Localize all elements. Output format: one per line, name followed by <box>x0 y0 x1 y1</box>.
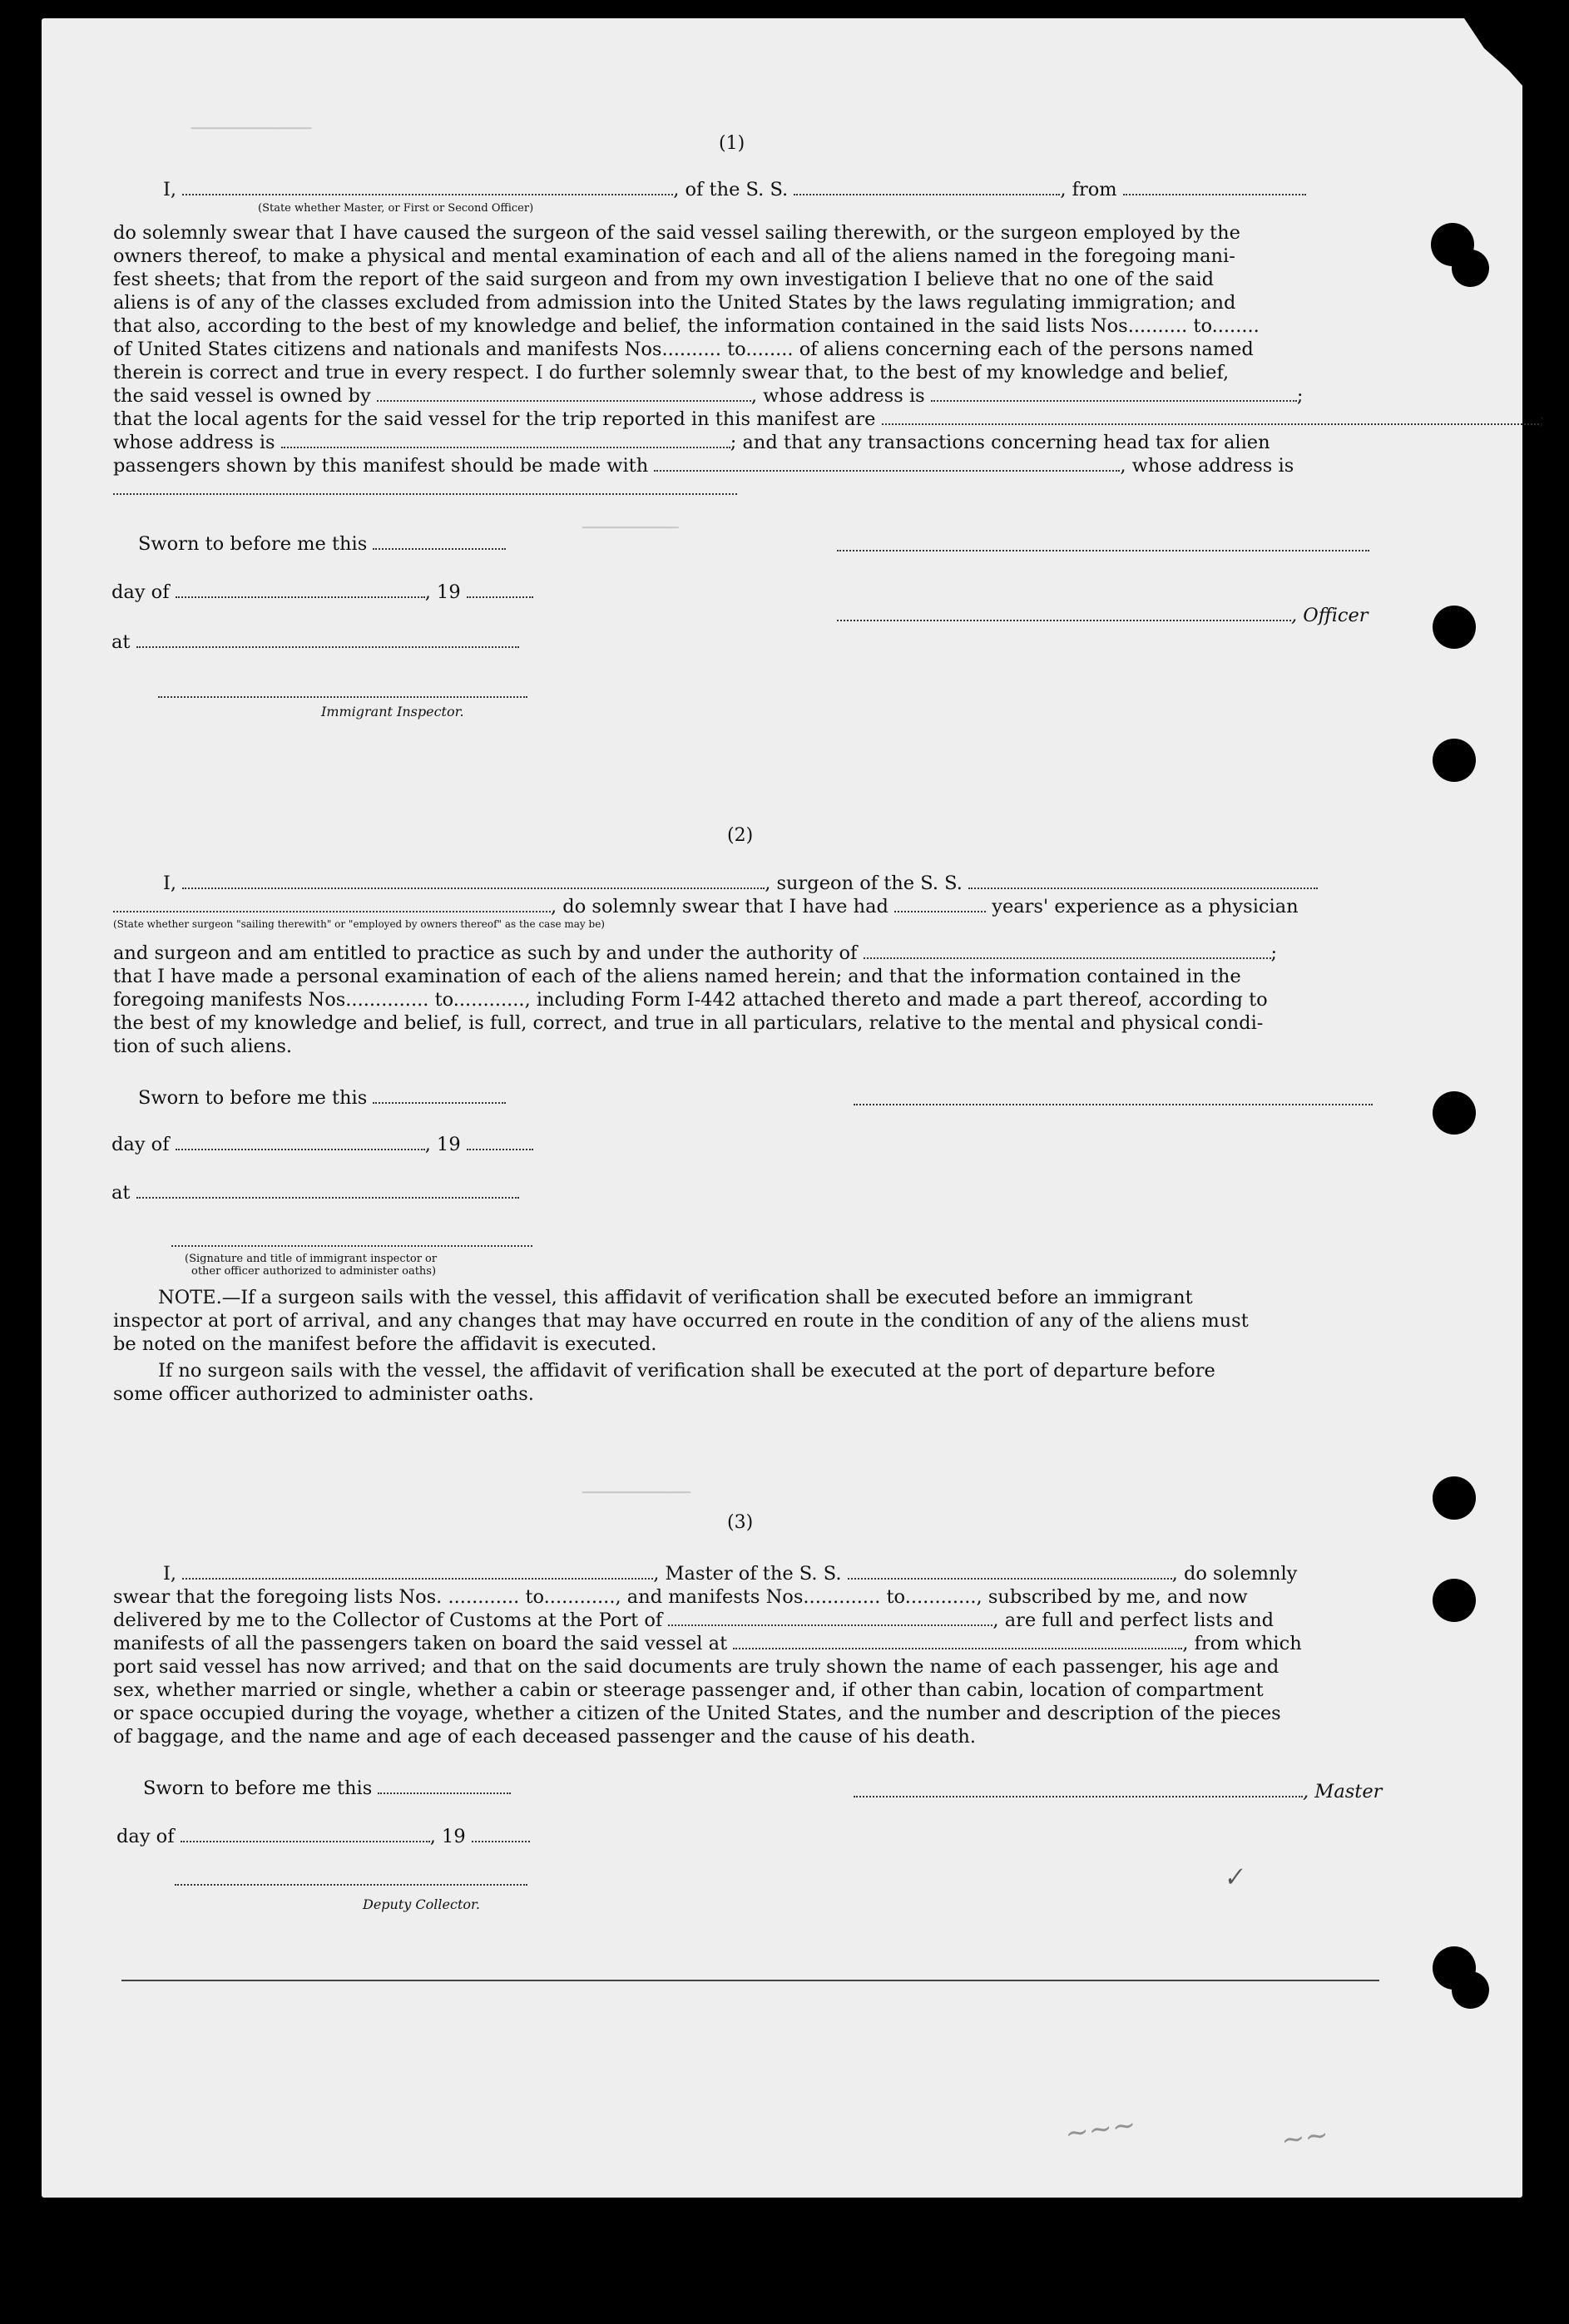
note-line-0: NOTE.—If a surgeon sails with the vessel, this affidavit of verification shall be executed before an immigrant <box>158 1287 1193 1308</box>
section-1-place-field[interactable] <box>136 631 519 648</box>
section-3-sworn: Sworn to before me this <box>143 1777 511 1801</box>
inspector-signature-field[interactable] <box>158 681 527 698</box>
owner-address-field[interactable] <box>931 385 1297 402</box>
binder-hole <box>1433 1476 1476 1520</box>
inspector-label: Immigrant Inspector. <box>321 704 464 719</box>
section-3-body-4: sex, whether married or single, whether a cabin or steerage passenger and, if other than cabin, location of compartment <box>113 1679 1264 1701</box>
section-2-month-field[interactable] <box>176 1134 425 1150</box>
section-3-master-line: , Master <box>854 1780 1382 1804</box>
section-3-collector-line <box>175 1868 527 1892</box>
bleed-through-text: ───────── <box>582 1481 691 1504</box>
section-1-body-1: owners thereof, to make a physical and mental examination of each and all of the aliens named in the foregoing mani- <box>113 245 1235 267</box>
section-3-body-3: port said vessel has now arrived; and that on the said documents are truly shown the name of each passenger, his age and <box>113 1656 1279 1678</box>
section-1-officer-line: , Officer <box>837 604 1369 628</box>
embarkation-port-field[interactable] <box>733 1633 1182 1649</box>
section-1-body-2: fest sheets; that from the report of the said surgeon and from my own investigation I believe that no one of the said <box>113 269 1215 290</box>
section-3-body-6: of baggage, and the name and age of each deceased passenger and the cause of his death. <box>113 1726 977 1748</box>
binder-hole <box>1433 606 1476 649</box>
section-1-day-of: day of , 19 <box>111 581 533 605</box>
officer-signature-field-top[interactable] <box>837 535 1369 551</box>
collector-signature-field[interactable] <box>175 1869 527 1886</box>
binder-hole <box>1452 250 1489 287</box>
master-name-field[interactable] <box>182 1563 653 1580</box>
section-2-line-1: I, , surgeon of the S. S. <box>163 872 1318 896</box>
collector-port-field[interactable] <box>668 1609 992 1626</box>
surgeon-note: (State whether surgeon "sailing therewith" or "employed by owners thereof" as the case may be) <box>113 918 605 930</box>
section-3-body-1: delivered by me to the Collector of Customs at the Port of , are full and perfect lists and <box>113 1609 1275 1631</box>
handwritten-signature: ✓ <box>1220 1862 1246 1894</box>
handwritten-scrawl: ~~ <box>1279 2118 1331 2158</box>
section-2-body-1: that I have made a personal examination of each of the aliens named herein; and that the information contained in the <box>113 966 1241 987</box>
collector-label: Deputy Collector. <box>363 1896 480 1912</box>
section-2-place-field[interactable] <box>136 1182 519 1199</box>
from-port-field[interactable] <box>1123 179 1306 195</box>
section-3-body-5: or space occupied during the voyage, whether a citizen of the United States, and the number and description of the pieces <box>113 1703 1281 1724</box>
signature-note-2: other officer authorized to administer oaths) <box>191 1265 437 1278</box>
binder-hole <box>1433 1091 1476 1135</box>
master-vessel-field[interactable] <box>848 1563 1172 1580</box>
officer-signature-field[interactable] <box>837 605 1291 621</box>
officer-note: (State whether Master, or First or Second Officer) <box>258 202 534 215</box>
section-2-body-0: and surgeon and am entitled to practice as such by and under the authority of ; <box>113 942 1278 964</box>
section-3-number: (3) <box>727 1512 754 1533</box>
section-1-number: (1) <box>719 133 745 154</box>
note-line-4: some officer authorized to administer oaths. <box>113 1383 534 1405</box>
section-1-year-field[interactable] <box>467 581 533 598</box>
passengers-line: passengers shown by this manifest should be made with , whose address is <box>113 455 1294 477</box>
surgeon-signature-field[interactable] <box>854 1089 1373 1105</box>
section-1-body-4: that also, according to the best of my knowledge and belief, the information contained in the said lists Nos.......... to........ <box>113 315 1260 337</box>
section-2-number: (2) <box>727 825 754 846</box>
agents-line: that the local agents for the said vessel for the trip reported in this manifest are ; <box>113 408 1546 430</box>
section-2-surgeon-signature <box>854 1088 1373 1112</box>
owner-field[interactable] <box>377 385 751 402</box>
master-signature-field[interactable] <box>854 1781 1303 1797</box>
note-line-3: If no surgeon sails with the vessel, the affidavit of verification shall be executed at the port of departure before <box>158 1360 1215 1382</box>
owned-by-line: the said vessel is owned by , whose address is ; <box>113 385 1304 407</box>
section-3-body-2: manifests of all the passengers taken on board the said vessel at , from which <box>113 1633 1302 1654</box>
signature-note-1: (Signature and title of immigrant inspector or <box>185 1253 438 1265</box>
section-3-line-1: I, , Master of the S. S. , do solemnly <box>163 1563 1298 1585</box>
section-2-body-2: foregoing manifests Nos.............. to............, including Form I-442 attached thereto and made a part thereof, according to <box>113 989 1268 1011</box>
handwritten-scrawl: ~~~ <box>1062 2108 1138 2151</box>
head-tax-address-field[interactable] <box>113 478 737 495</box>
surgeon-name-field[interactable] <box>182 873 765 889</box>
section-2-year-field[interactable] <box>467 1134 533 1150</box>
section-2-sworn-day-field[interactable] <box>373 1087 506 1104</box>
section-1-officer-signature <box>837 534 1369 558</box>
section-1-line-1: I, , of the S. S. , from <box>163 178 1306 202</box>
section-2-body-3: the best of my knowledge and belief, is full, correct, and true in all particulars, relative to the mental and physical condi- <box>113 1012 1264 1034</box>
section-3-sworn-day-field[interactable] <box>378 1778 511 1794</box>
binder-hole <box>1452 1971 1489 2009</box>
section-2-sworn: Sworn to before me this <box>138 1086 506 1110</box>
bleed-through-text: ────────── <box>191 116 312 140</box>
binder-hole <box>1433 1579 1476 1622</box>
section-2-at: at <box>111 1181 519 1205</box>
section-3-month-field[interactable] <box>181 1826 430 1842</box>
section-1-sworn-day-field[interactable] <box>373 533 506 550</box>
section-1-inspector-line <box>158 680 527 705</box>
section-1-body-6: therein is correct and true in every respect. I do further solemnly swear that, to the best of my knowledge and belief, <box>113 362 1230 383</box>
authority-field[interactable] <box>864 942 1271 959</box>
surgeon-vessel-field[interactable] <box>968 873 1318 889</box>
section-2-line-2: , do solemnly swear that I have had years' experience as a physician <box>113 895 1299 919</box>
vessel-name-field[interactable] <box>794 179 1060 195</box>
head-tax-address-line <box>113 477 737 502</box>
section-1-body-3: aliens is of any of the classes excluded from admission into the United States by the laws regulating immigration; and <box>113 292 1236 314</box>
section-1-month-field[interactable] <box>176 581 425 598</box>
agents-address-field[interactable] <box>281 432 730 448</box>
years-experience-field[interactable] <box>894 896 986 912</box>
section-2-body-4: tion of such aliens. <box>113 1036 293 1057</box>
section-1-at: at <box>111 630 519 655</box>
note-line-2: be noted on the manifest before the affidavit is executed. <box>113 1333 657 1355</box>
section-1-body-0: do solemnly swear that I have caused the surgeon of the said vessel sailing therewith, or the surgeon employed by the <box>113 222 1240 244</box>
section-2-officer-line <box>171 1229 532 1253</box>
administering-officer-signature-field[interactable] <box>171 1230 532 1247</box>
section-3-year-field[interactable] <box>472 1826 530 1842</box>
binder-hole <box>1433 739 1476 782</box>
section-1-body-5: of United States citizens and nationals and manifests Nos.......... to........ of aliens concerning each of the persons named <box>113 339 1254 360</box>
bottom-rule <box>121 1980 1379 1981</box>
agents-field[interactable] <box>882 408 1539 425</box>
head-tax-agent-field[interactable] <box>654 455 1120 472</box>
whose-address-line: whose address is ; and that any transactions concerning head tax for alien <box>113 432 1270 453</box>
section-1-sworn: Sworn to before me this <box>138 532 506 556</box>
section-2-day-of: day of , 19 <box>111 1133 533 1157</box>
bleed-through-text: ──────── <box>582 516 679 539</box>
section-3-body-0: swear that the foregoing lists Nos. ............ to............, and manifests Nos............. to............, subscribed by me, and now <box>113 1586 1248 1608</box>
note-line-1: inspector at port of arrival, and any changes that may have occurred en route in the condition of any of the aliens must <box>113 1310 1249 1332</box>
surgeon-status-field[interactable] <box>113 896 551 912</box>
section-3-day-of: day of , 19 <box>116 1825 530 1849</box>
officer-name-field[interactable] <box>182 179 673 195</box>
